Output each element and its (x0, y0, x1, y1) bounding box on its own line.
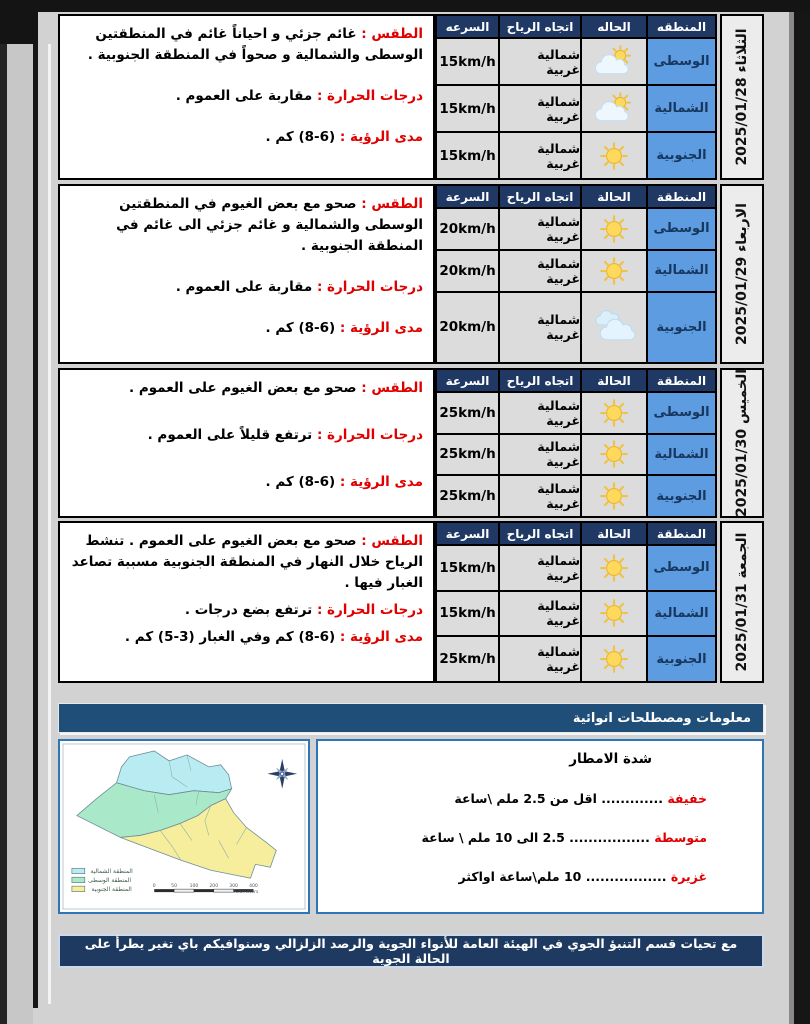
wind-cell: شمالية غربية (499, 292, 581, 363)
condition-cell (581, 545, 647, 591)
region-cell: الجنوبية (647, 475, 716, 517)
condition-cell (581, 208, 647, 250)
legend-label: المنطقة الوسطى (88, 877, 132, 885)
weather-icon (590, 479, 638, 513)
region-cell: الشمالية (647, 434, 716, 476)
speed-cell: 20km/h (436, 250, 499, 292)
header-region: المنطقة (647, 185, 716, 208)
rain-item: غزيرة ................. 10 ملم\ساعة اواكثر (458, 869, 707, 884)
speed-cell: 20km/h (436, 292, 499, 363)
speed-cell: 25km/h (436, 392, 499, 434)
day-block-wednesday (58, 184, 764, 364)
forecast-description (58, 521, 435, 683)
condition-cell (581, 85, 647, 132)
region-cell: الوسطى (647, 392, 716, 434)
speed-cell: 25km/h (436, 636, 499, 682)
header-condition: الحاله (581, 15, 647, 38)
temperature-line: درجات الحرارة : ترتفع بضع درجات . (184, 601, 423, 618)
header-condition: الحالة (581, 522, 647, 545)
header-wind: اتجاه الرياح (499, 185, 581, 208)
weather-icon (590, 92, 638, 126)
speed-cell: 15km/h (436, 132, 499, 179)
weather-icon (590, 596, 638, 630)
header-region: المنطقة (647, 369, 716, 392)
day-block-friday (58, 521, 764, 683)
date-strip (720, 184, 764, 364)
condition-cell (581, 636, 647, 682)
svg-text:50: 50 (171, 884, 177, 890)
scan-edge-left-dark (0, 12, 7, 1024)
header-wind: اتجاه الرياح (499, 522, 581, 545)
rain-item: خفيفة ............. اقل من 2.5 ملم \ساعة (454, 791, 707, 806)
speed-cell: 15km/h (436, 38, 499, 85)
wind-cell: شمالية غربية (499, 636, 581, 682)
weather-icon (590, 254, 638, 288)
date-label: الاربعاء 2025/01/29 (734, 203, 750, 345)
svg-text:0: 0 (152, 884, 156, 890)
forecast-description (58, 184, 435, 364)
region-cell: الشمالية (647, 85, 716, 132)
weather-line: الطقس : صحو مع بعض الغيوم في المنطقتين الوسطى والشمالية و غائم جزئي الى غائم في المنطقة الجنوبية . (116, 196, 423, 254)
wind-cell: شمالية غربية (499, 85, 581, 132)
legend-label: المنطقة الشمالية (90, 868, 133, 876)
svg-text:100: 100 (189, 884, 199, 890)
region-cell: الوسطى (647, 38, 716, 85)
svg-text:300: 300 (229, 884, 238, 890)
forecast-table (435, 14, 717, 180)
temperature-line: درجات الحرارة : مقاربة على العموم . (175, 278, 423, 295)
header-speed: السرعة (436, 522, 499, 545)
scale-unit-label: Kilometers (234, 890, 259, 896)
region-cell: الشمالية (647, 591, 716, 637)
region-cell: الجنوبية (647, 636, 716, 682)
weather-line: الطقس : صحو مع بعض الغيوم على العموم . تنشط الرياح خلال النهار في المنطقة الجنوبية مسببة تصاعد الغبار فيها . (71, 533, 423, 591)
svg-text:400: 400 (249, 884, 258, 890)
weather-icon (590, 551, 638, 585)
visibility-line: مدى الرؤية : (6-8) كم . (265, 319, 423, 336)
forecast-table (435, 368, 717, 518)
condition-cell (581, 132, 647, 179)
weather-icon (590, 45, 638, 79)
visibility-line: مدى الرؤية : (6-8) كم . (265, 473, 423, 490)
forecast-table (435, 184, 717, 364)
weather-icon (590, 396, 638, 430)
header-wind: اتجاه الرياح (499, 15, 581, 38)
condition-cell (581, 292, 647, 363)
forecast-description (58, 368, 435, 518)
speed-cell: 15km/h (436, 545, 499, 591)
condition-cell (581, 434, 647, 476)
speed-cell: 20km/h (436, 208, 499, 250)
region-cell: الجنوبية (647, 292, 716, 363)
info-header-bar (58, 703, 764, 733)
header-wind: اتجاه الرياح (499, 369, 581, 392)
info-header-title: معلومات ومصطلحات انوائية (572, 710, 751, 726)
condition-cell (581, 591, 647, 637)
rain-title: شدة الامطار (569, 751, 652, 767)
scan-corner (0, 0, 38, 44)
bulletin-content (58, 14, 764, 968)
wind-cell: شمالية غربية (499, 250, 581, 292)
forecast-table (435, 521, 717, 683)
footer-text: مع تحيات قسم التنبؤ الجوي في الهيئة العامة للأنواء الجوية والرصد الزلزالي وسنوافيكم باي تغير يطرأ على الحالة الجوية (84, 936, 738, 966)
date-label: الجمعة 2025/01/31 (734, 532, 750, 672)
wind-cell: شمالية غربية (499, 434, 581, 476)
condition-cell (581, 38, 647, 85)
speed-cell: 25km/h (436, 475, 499, 517)
date-strip (720, 521, 764, 683)
speed-cell: 15km/h (436, 85, 499, 132)
region-cell: الوسطى (647, 208, 716, 250)
weather-icon (590, 212, 638, 246)
wind-cell: شمالية غربية (499, 132, 581, 179)
day-block-tuesday (58, 14, 764, 180)
header-condition: الحالة (581, 369, 647, 392)
scan-edge-right (794, 0, 810, 1024)
condition-cell (581, 250, 647, 292)
date-strip (720, 14, 764, 180)
day-block-thursday (58, 368, 764, 518)
temperature-line: درجات الحرارة : ترتفع قليلاً على العموم . (147, 426, 423, 443)
svg-text:200: 200 (209, 884, 219, 890)
header-speed: السرعة (436, 185, 499, 208)
header-speed: السرعة (436, 369, 499, 392)
wind-cell: شمالية غربية (499, 392, 581, 434)
wind-cell: شمالية غربية (499, 545, 581, 591)
scan-edge-line (33, 44, 38, 1008)
forecast-description (58, 14, 435, 180)
region-cell: الجنوبية (647, 132, 716, 179)
visibility-line: مدى الرؤية : (6-8) كم وفي الغبار (3-5) كم . (124, 628, 423, 645)
iraq-map (60, 741, 308, 912)
iraq-regions-map-box (58, 739, 310, 914)
region-cell: الشمالية (647, 250, 716, 292)
rain-item: متوسطة ................. 2.5 الى 10 ملم \ ساعة (421, 830, 707, 845)
scan-page-fold-line (48, 44, 51, 1004)
speed-cell: 25km/h (436, 434, 499, 476)
header-speed: السرعه (436, 15, 499, 38)
temperature-line: درجات الحرارة : مقاربة على العموم . (175, 87, 423, 104)
weather-icon (590, 642, 638, 676)
wind-cell: شمالية غربية (499, 475, 581, 517)
map-legend (72, 868, 133, 893)
region-cell: الوسطى (647, 545, 716, 591)
wind-cell: شمالية غربية (499, 208, 581, 250)
speed-cell: 15km/h (436, 591, 499, 637)
condition-cell (581, 392, 647, 434)
legend-label: المنطقة الجنوبية (91, 886, 132, 894)
visibility-line: مدى الرؤية : (6-8) كم . (265, 128, 423, 145)
header-region: المنطقة (647, 522, 716, 545)
date-label: الخميس 2025/01/30 (734, 368, 750, 518)
header-region: المنطقه (647, 15, 716, 38)
weather-line: الطقس : صحو مع بعض الغيوم على العموم . (128, 380, 423, 396)
info-boxes-row (58, 739, 764, 914)
header-condition: الحالة (581, 185, 647, 208)
weather-line: الطقس : غائم جزئي و احياناً غائم في المنطقتين الوسطى والشمالية و صحواً في المنطقة الجنوبية . (87, 26, 423, 63)
scan-edge-left (7, 12, 33, 1024)
condition-cell (581, 475, 647, 517)
date-strip (720, 368, 764, 518)
wind-cell: شمالية غربية (499, 591, 581, 637)
weather-icon (590, 437, 638, 471)
scan-edge-top (0, 0, 810, 12)
wind-cell: شمالية غربية (499, 38, 581, 85)
rain-intensity-box (316, 739, 764, 914)
weather-icon (590, 310, 638, 344)
weather-icon (590, 139, 638, 173)
date-label: الثلاثاء 2025/01/28 (734, 28, 750, 166)
footer-bar (58, 934, 764, 968)
